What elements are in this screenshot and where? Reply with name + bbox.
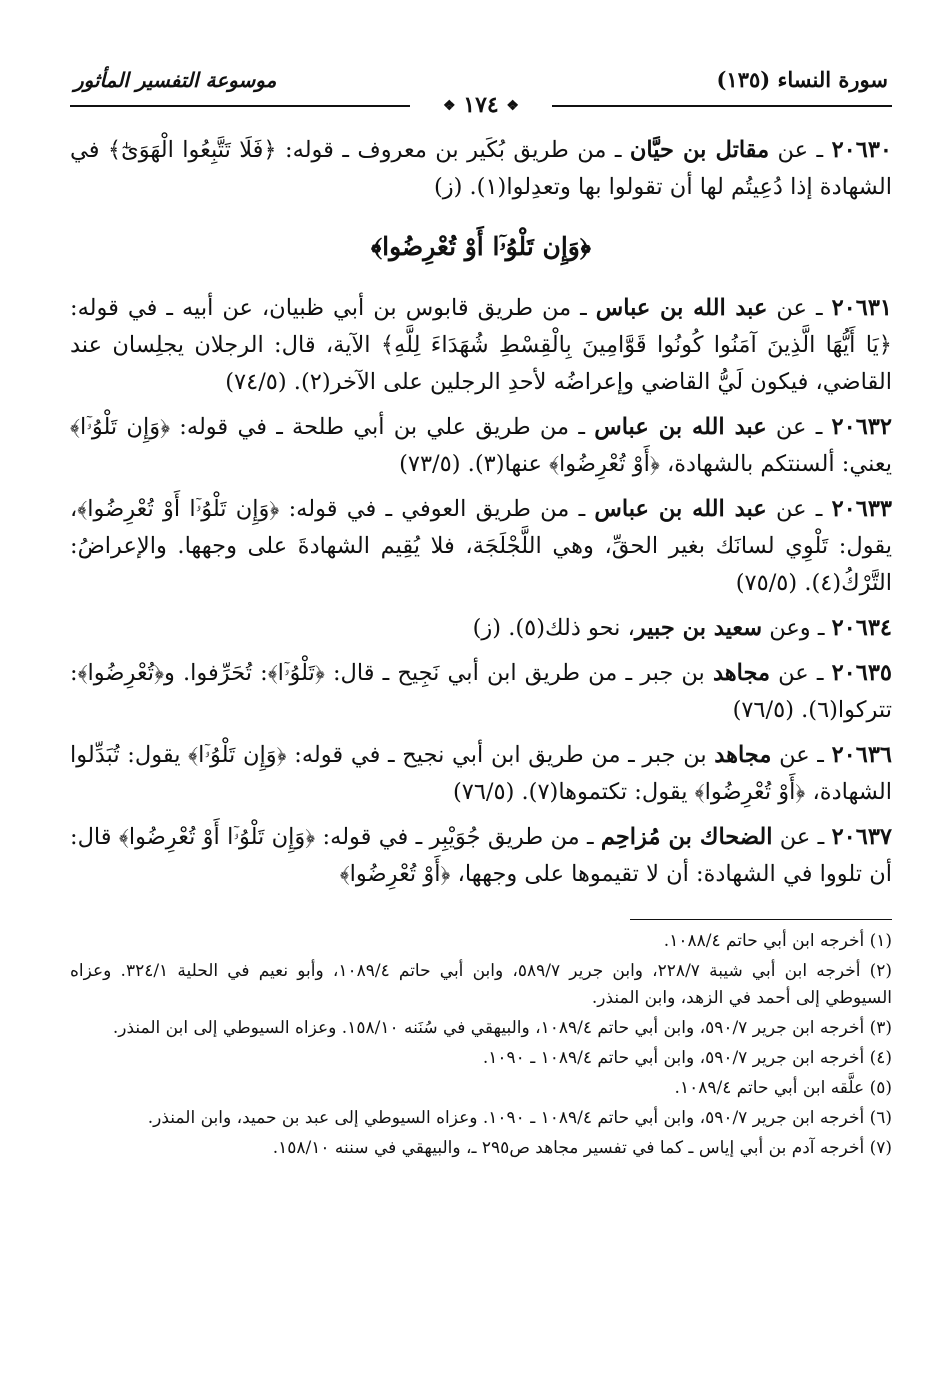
narration-prefix: ـ عن bbox=[766, 414, 832, 440]
page-number-box bbox=[443, 92, 519, 118]
header-rule bbox=[70, 92, 892, 118]
header-rule-right bbox=[552, 105, 892, 107]
narration-entry bbox=[70, 655, 892, 729]
narration-number: ٢٠٦٣٤ bbox=[831, 615, 892, 641]
narration-entry bbox=[70, 409, 892, 483]
narration-prefix: ـ عن bbox=[767, 295, 832, 321]
narrator-name: عبد الله بن عباس bbox=[594, 496, 767, 522]
narrator-name: عبد الله بن عباس bbox=[594, 414, 767, 440]
surah-title: سورة النساء (١٣٥) bbox=[716, 67, 888, 92]
book-title: موسوعة التفسير المأثور bbox=[74, 68, 277, 92]
footnote-divider bbox=[630, 919, 892, 920]
narrator-name: مجاهد bbox=[712, 660, 771, 686]
narration-number: ٢٠٦٣١ bbox=[831, 295, 892, 321]
narration-text: ـ من طريق جُوَيْبِر ـ في قوله: ﴿وَإِن تَلْوُۥٓا أَوْ تُعْرِضُوا﴾ قال: أن تلووا في الشهادة: أن لا تقيموها على وجهها، ﴿أَوْ تُعْرِضُوا﴾ bbox=[70, 824, 892, 887]
footnote: (٥) علَّقه ابن أبي حاتم ١٠٨٩/٤. bbox=[674, 1078, 892, 1098]
narrator-name: مقاتل بن حيَّان bbox=[629, 137, 770, 163]
footnote: (٧) أخرجه آدم بن أبي إياس ـ كما في تفسير مجاهد ص٢٩٥ ـ، والبيهقي في سننه ١٥٨/١٠. bbox=[272, 1138, 892, 1158]
narration-prefix: ـ وعن bbox=[762, 615, 832, 641]
narration-entry bbox=[70, 132, 892, 206]
narrator-name: مجاهد bbox=[714, 742, 772, 768]
narration-entry bbox=[70, 610, 892, 647]
footnote: (١) أخرجه ابن أبي حاتم ١٠٨٨/٤. bbox=[663, 931, 892, 951]
narrator-name: سعيد بن جبير bbox=[634, 615, 763, 641]
footnote: (٦) أخرجه ابن جرير ٥٩٠/٧، وابن أبي حاتم ١٠٨٩/٤ ـ ١٠٩٠. وعزاه السيوطي إلى عبد بن حميد، وابن المنذر. bbox=[147, 1108, 892, 1128]
narration-prefix: ـ عن bbox=[772, 824, 832, 850]
narrator-name: الضحاك بن مُزاحِم bbox=[600, 824, 773, 850]
narration-text: ـ من طريق قابوس بن أبي ظبيان، عن أبيه ـ في قوله: ﴿يَا أَيُّهَا الَّذِينَ آمَنُوا كُونُوا قَوَّامِينَ بِالْقِسْطِ شُهَدَاءَ لِلَّهِ﴾ الآية، قال: الرجلان يجلِسان عند القاضي، فيكون لَيُّ القاضي وإعراضُه لأحدِ الرجلين على الآخر(٢). (٧٤/٥) bbox=[70, 295, 892, 395]
narration-entry bbox=[70, 491, 892, 602]
footnote: (٢) أخرجه ابن أبي شيبة ٢٢٨/٧، وابن جرير ٥٨٩/٧، وابن أبي حاتم ١٠٨٩/٤، وأبو نعيم في الحلية ٣٢٤/١. وعزاه السيوطي إلى أحمد في الزهد، وابن المنذر. bbox=[70, 961, 893, 1008]
narration-number: ٢٠٦٣٥ bbox=[831, 660, 892, 686]
narration-number: ٢٠٦٣٧ bbox=[831, 824, 892, 850]
page-number: ١٧٤ bbox=[463, 92, 499, 118]
narration-text: ـ من طريق العوفي ـ في قوله: ﴿وَإِن تَلْوُۥٓا أَوْ تُعْرِضُوا﴾، يقول: تَلْوِي لسانَك بغير الحقِّ، وهي اللَّجْلَجَة، فلا يُقِيم الشهادةَ على وجهها. والإعراضُ: التَّرْكُ(٤). (٧٥/٥) bbox=[70, 496, 892, 596]
narration-prefix: ـ عن bbox=[770, 660, 832, 686]
narrator-name: عبد الله بن عباس bbox=[595, 295, 768, 321]
narration-number: ٢٠٦٣٢ bbox=[831, 414, 892, 440]
narration-text: ، نحو ذلك(٥). (ز) bbox=[472, 615, 635, 641]
narration-number: ٢٠٦٣٦ bbox=[831, 742, 892, 768]
narration-text: ـ من طريق علي بن أبي طلحة ـ في قوله: ﴿وَإِن تَلْوُۥٓا﴾ يعني: ألسنتكم بالشهادة، ﴿أَوْ تُعْرِضُوا﴾ عنها(٣). (٧٣/٥) bbox=[70, 414, 892, 477]
narration-text: بن جبر ـ من طريق ابن أبي نجيح ـ في قوله: ﴿وَإِن تَلْوُۥٓا﴾ يقول: تُبَدِّلوا الشهادة، ﴿أَوْ تُعْرِضُوا﴾ يقول: تكتموها(٧). (٧٦/٥) bbox=[70, 742, 892, 805]
ornament-icon: ❖ bbox=[443, 98, 456, 114]
narration-text: بن جبر ـ من طريق ابن أبي نَجِيح ـ قال: ﴿تَلْوُۥٓا﴾: تُحَرِّفوا. و﴿تُعْرِضُوا﴾: تتركوا(٦). (٧٦/٥) bbox=[70, 660, 892, 723]
narration-text: ـ من طريق بُكَير بن معروف ـ قوله: ﴿فَلَا تَتَّبِعُوا الْهَوَىٰٓ﴾ في الشهادة إذا دُعِيتُم لها أن تقولوا بها وتعدِلوا(١). (ز) bbox=[70, 137, 892, 200]
narration-prefix: ـ عن bbox=[766, 496, 832, 522]
running-header bbox=[70, 48, 892, 96]
main-text bbox=[70, 132, 892, 893]
narration-prefix: ـ عن bbox=[771, 742, 832, 768]
narration-prefix: ـ عن bbox=[769, 137, 832, 163]
footnote: (٣) أخرجه ابن جرير ٥٩٠/٧، وابن أبي حاتم ١٠٨٩/٤، والبيهقي في سُنَنه ١٥٨/١٠. وعزاه السيوطي إلى ابن المنذر. bbox=[112, 1018, 892, 1038]
page bbox=[70, 48, 892, 1368]
footnote: (٤) أخرجه ابن جرير ٥٩٠/٧، وابن أبي حاتم ١٠٨٩/٤ ـ ١٠٩٠. bbox=[482, 1048, 892, 1068]
narration-number: ٢٠٦٣٣ bbox=[831, 496, 892, 522]
header-rule-left bbox=[70, 105, 410, 107]
ornament-icon: ❖ bbox=[506, 98, 519, 114]
verse-heading: ﴿وَإِن تَلْوُۥٓا أَوْ تُعْرِضُوا﴾ bbox=[371, 232, 591, 261]
narration-number: ٢٠٦٣٠ bbox=[831, 137, 892, 163]
narration-entry bbox=[70, 290, 892, 401]
narration-entry bbox=[70, 819, 892, 893]
narration-entry bbox=[70, 737, 892, 811]
footnotes bbox=[70, 928, 892, 1162]
